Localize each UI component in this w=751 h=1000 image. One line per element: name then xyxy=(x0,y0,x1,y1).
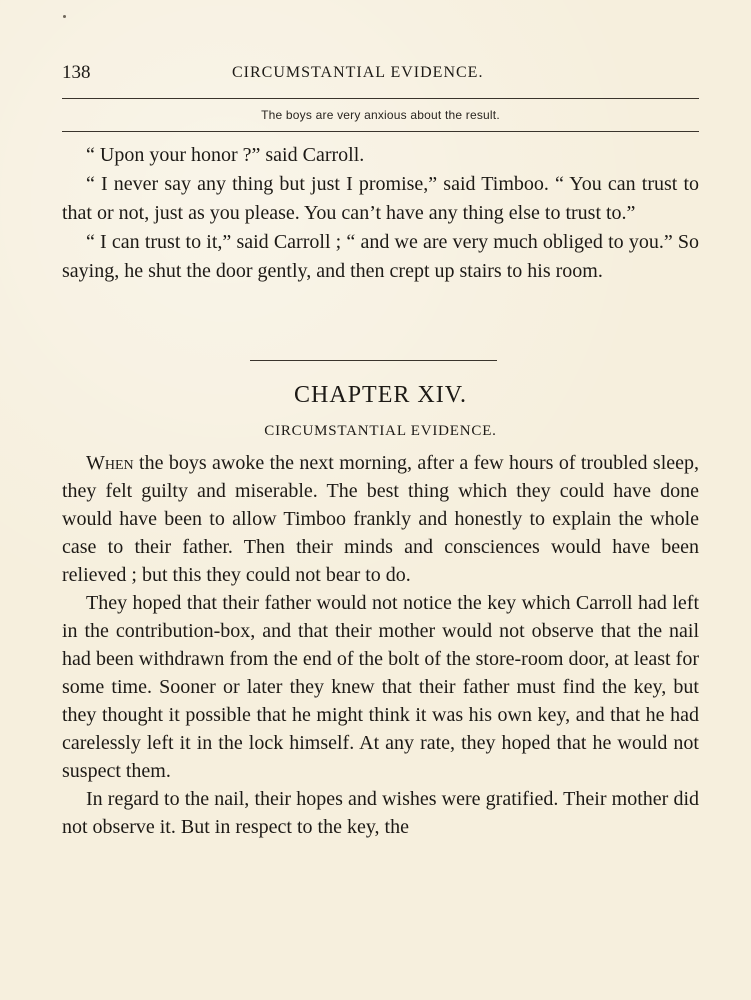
body-paragraph-1-text: the boys awoke the next morning, after a few hours of troubled sleep, they felt guilty and miserable. The best thing which they could have done would have been to allow Timboo frankly and honestly to explain the whole case to their father. Then their minds and consciences would have been relieved ; but this they could not bear to do. xyxy=(62,452,699,586)
dialogue-paragraph-1: “ Upon your honor ?” said Carroll. xyxy=(86,144,365,166)
page-summary: The boys are very anxious about the result. xyxy=(261,108,500,122)
chapter-separator xyxy=(250,360,497,361)
page-number: 138 xyxy=(62,62,91,83)
chapter-body xyxy=(62,449,699,841)
dialogue-paragraph-3: “ I can trust to it,” said Carroll ; “ and we are very much obliged to you.” So saying, he shut the door gently, and then crept up stairs to his room. xyxy=(62,231,699,282)
body-paragraph-2: They hoped that their father would not notice the key which Carroll had left in the contribution-box, and that their mother would not observe that the nail had been withdrawn from the end of the bolt of the store-room door, at least for some time. Sooner or later they knew that their father must find the key, but they thought it possible that he might think it was his own key, and that he had carelessly left it in the lock himself. At any rate, they hoped that he would not suspect them. xyxy=(62,592,699,782)
summary-rule xyxy=(62,131,699,132)
top-rule xyxy=(62,98,699,99)
body-paragraph-3: In regard to the nail, their hopes and wishes were gratified. Their mother did not observe it. But in respect to the key, the xyxy=(62,788,699,838)
opening-word: When xyxy=(86,452,134,474)
running-title: CIRCUMSTANTIAL EVIDENCE. xyxy=(232,64,484,81)
chapter-title: CIRCUMSTANTIAL EVIDENCE. xyxy=(264,423,497,439)
body-paragraph-1 xyxy=(62,449,699,589)
dialogue-paragraph-2: “ I never say any thing but just I promise,” said Timboo. “ You can trust to that or not, just as you please. You can’t have any thing else to trust to.” xyxy=(62,173,699,224)
ink-speck xyxy=(63,15,66,18)
chapter-number: CHAPTER XIV. xyxy=(294,382,467,408)
dialogue-block xyxy=(62,141,699,286)
running-head xyxy=(62,62,699,88)
